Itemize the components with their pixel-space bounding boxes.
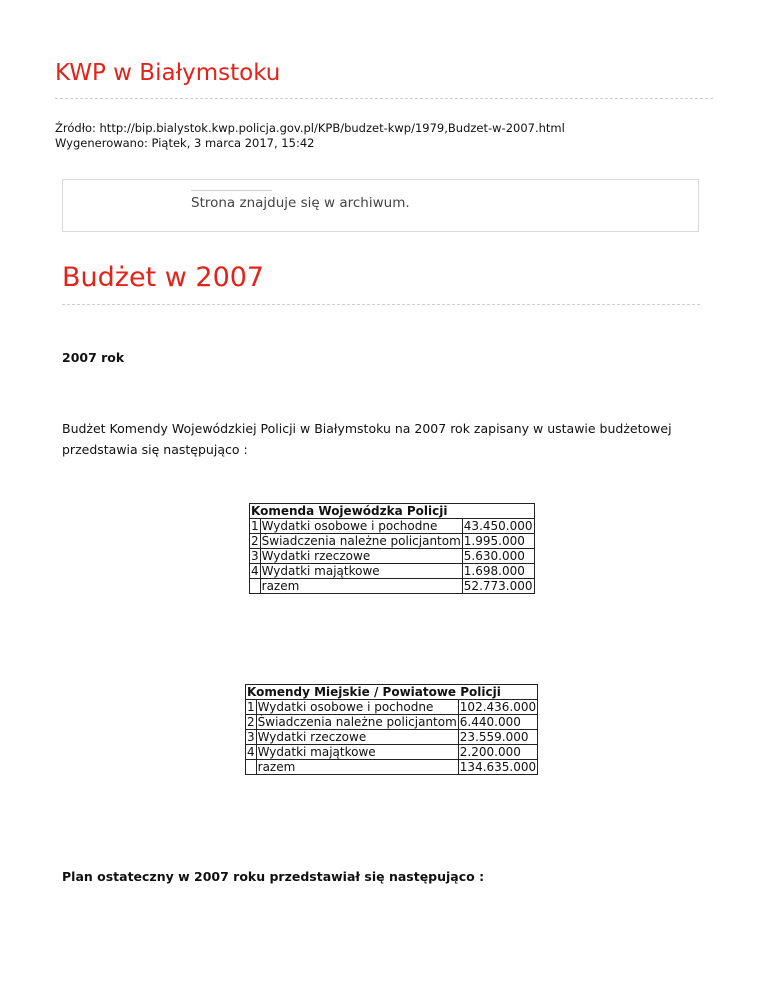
table-row (250, 549, 535, 564)
table-header: Komenda Wojewódzka Policji (250, 504, 535, 519)
row-label: Wydatki majątkowe (260, 564, 462, 579)
total-label: razem (260, 579, 462, 594)
table-header-row (250, 504, 535, 519)
row-number: 1 (247, 700, 255, 714)
generated-date: Wygenerowano: Piątek, 3 marca 2017, 15:42 (55, 136, 315, 150)
budget-table-kmp (245, 684, 538, 775)
row-value: 1.698.000 (462, 564, 534, 579)
row-number: 3 (251, 549, 259, 563)
table-row (250, 564, 535, 579)
row-label: Wydatki osobowe i pochodne (256, 700, 458, 715)
row-value: 5.630.000 (462, 549, 534, 564)
row-label: Wydatki osobowe i pochodne (260, 519, 462, 534)
intro-paragraph: Budżet Komendy Wojewódzkiej Policji w Białymstoku na 2007 rok zapisany w ustawie budżetowej przedstawia się następująco : (62, 421, 672, 457)
row-label: Wydatki majątkowe (256, 745, 458, 760)
year-heading: 2007 rok (62, 350, 125, 365)
row-value: 43.450.000 (463, 519, 533, 533)
title-divider (62, 304, 700, 305)
row-value: 23.559.000 (458, 730, 537, 745)
total-label: razem (256, 760, 458, 775)
table-total-row (250, 579, 535, 594)
site-title[interactable]: KWP w Białymstoku (55, 60, 281, 86)
row-value: 2.200.000 (458, 745, 537, 760)
table-header: Komendy Miejskie / Powiatowe Policji (246, 685, 538, 700)
row-number: 2 (247, 715, 255, 729)
notice-rule (191, 190, 272, 191)
table-row (250, 534, 535, 549)
row-value: 102.436.000 (459, 700, 537, 714)
header-divider (55, 98, 713, 99)
source-url: Źródło: http://bip.bialystok.kwp.policja.gov.pl/KPB/budzet-kwp/1979,Budzet-w-2007.html (55, 121, 565, 135)
row-number: 4 (251, 564, 259, 578)
final-plan-heading: Plan ostateczny w 2007 roku przedstawiał się następująco : (62, 869, 485, 884)
table-row (246, 730, 538, 745)
row-number: 4 (247, 745, 255, 759)
table-row (246, 700, 538, 715)
table-row (250, 519, 535, 534)
row-value: 1.995.000 (462, 534, 534, 549)
table-row (246, 715, 538, 730)
table-total-row (246, 760, 538, 775)
print-meta (55, 121, 565, 151)
archive-notice-text: Strona znajduje się w archiwum. (191, 195, 410, 211)
table-row (246, 745, 538, 760)
total-value: 134.635.000 (459, 760, 537, 774)
row-number (250, 579, 261, 594)
archive-notice (62, 179, 699, 232)
row-label: Świadczenia należne policjantom (261, 534, 461, 548)
total-value: 52.773.000 (463, 579, 533, 593)
budget-table-kwp (249, 503, 535, 594)
row-label: Świadczenia należne policjantom (257, 715, 457, 729)
row-number: 3 (247, 730, 255, 744)
row-label: Wydatki rzeczowe (256, 730, 458, 745)
row-label: Wydatki rzeczowe (260, 549, 462, 564)
table-header-row (246, 685, 538, 700)
page-title: Budżet w 2007 (62, 262, 265, 293)
row-number: 2 (251, 534, 259, 548)
row-number: 1 (251, 519, 259, 533)
row-value: 6.440.000 (458, 715, 537, 730)
row-number (246, 760, 257, 775)
